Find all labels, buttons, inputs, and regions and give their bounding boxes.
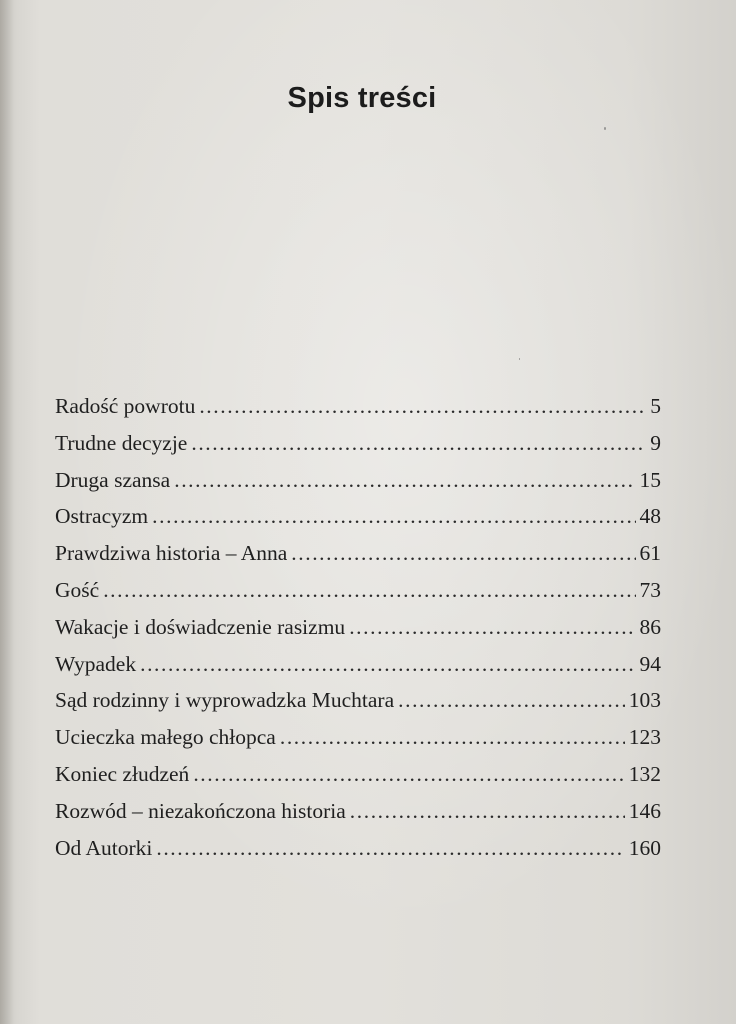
dot-leader (350, 799, 625, 824)
dot-leader (291, 541, 635, 566)
page-title: Spis treści (287, 82, 437, 114)
toc-entry-page: 86 (639, 614, 661, 639)
toc-entry-title: Rozwód – niezakończona historia (55, 798, 346, 823)
dot-leader (199, 394, 646, 419)
toc-entry-page: 94 (639, 651, 661, 676)
toc-entry-page: 61 (639, 541, 661, 566)
toc-entry-title: Ostracyzm (55, 504, 149, 529)
toc-entry (55, 799, 661, 836)
toc-entry-title: Koniec złudzeń (55, 761, 190, 786)
toc-entry (55, 688, 661, 725)
table-of-contents (55, 394, 661, 872)
toc-entry-page: 160 (628, 835, 661, 860)
dot-leader (103, 578, 635, 603)
toc-entry (55, 394, 661, 431)
toc-entry-page: 103 (628, 688, 661, 713)
toc-entry-page: 15 (639, 467, 661, 492)
toc-entry (55, 615, 661, 652)
dot-leader (280, 725, 625, 750)
toc-entry (55, 504, 661, 541)
dot-leader (174, 468, 635, 493)
toc-entry-title: Gość (55, 577, 100, 602)
toc-entry-page: 146 (628, 798, 661, 823)
dot-leader (152, 504, 635, 529)
toc-entry-title: Ucieczka małego chłopca (55, 725, 276, 750)
toc-entry-title: Wypadek (55, 651, 137, 676)
toc-entry (55, 725, 661, 762)
dot-leader (398, 688, 625, 713)
dot-leader (156, 836, 624, 861)
toc-entry-title: Wakacje i doświadczenie rasizmu (55, 614, 346, 639)
toc-entry (55, 836, 661, 873)
dot-leader (349, 615, 635, 640)
toc-entry (55, 468, 661, 505)
toc-entry (55, 652, 661, 689)
toc-entry (55, 541, 661, 578)
toc-entry-title: Prawdziwa historia – Anna (55, 541, 288, 566)
toc-entry-title: Radość powrotu (55, 394, 196, 418)
dot-leader (191, 431, 646, 456)
toc-entry-page: 132 (628, 761, 661, 786)
toc-entry (55, 431, 661, 468)
toc-entry-page: 73 (639, 577, 661, 602)
toc-entry (55, 578, 661, 615)
toc-entry-page: 9 (650, 430, 661, 455)
toc-entry (55, 762, 661, 799)
toc-entry-page: 5 (650, 394, 661, 418)
toc-entry-title: Trudne decyzje (55, 430, 188, 455)
dot-leader (193, 762, 624, 787)
toc-entry-title: Druga szansa (55, 467, 171, 492)
toc-entry-page: 123 (628, 725, 661, 750)
toc-entry-title: Od Autorki (55, 835, 153, 860)
toc-entry-title: Sąd rodzinny i wyprowadzka Muchtara (55, 688, 395, 713)
paper-speck (604, 127, 606, 130)
toc-entry-page: 48 (639, 504, 661, 529)
dot-leader (140, 652, 635, 677)
paper-speck (519, 358, 520, 360)
